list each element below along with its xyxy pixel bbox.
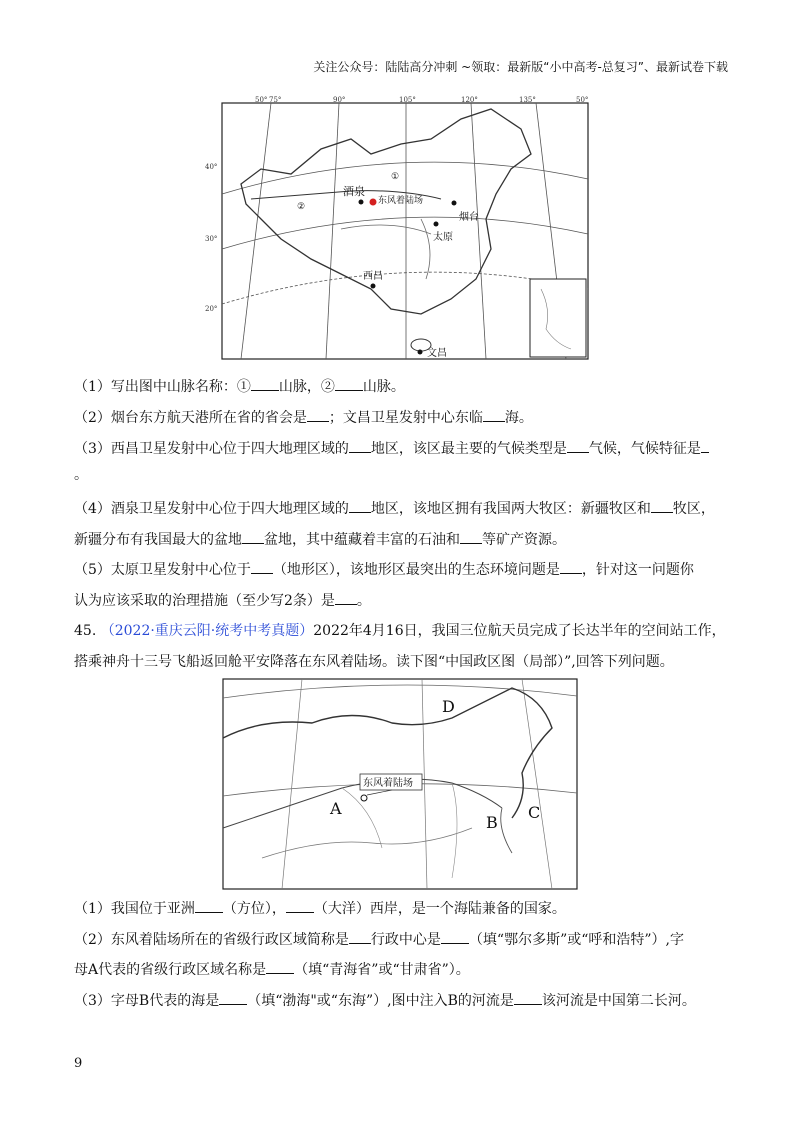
map-letter-a: A — [330, 799, 342, 818]
map-letter-b: B — [486, 813, 498, 832]
map-letter-c: C — [528, 803, 541, 822]
answer-blank[interactable] — [651, 498, 673, 513]
lat-label: 40° — [205, 163, 218, 171]
q44-line-5: 新疆分布有我国最大的盆地 盆地，其中蕴藏着丰富的石油和 等矿产资源。 — [74, 529, 734, 550]
q45-line-3: 母A代表的省级行政区域名称是 （填“青海省”或“甘肃省”）。 — [74, 959, 734, 980]
q44-line-7: 认为应该采取的治理措施（至少写2条）是 。 — [74, 590, 734, 611]
answer-blank[interactable] — [567, 438, 589, 453]
page-header: 关注公众号：陆陆高分冲刺 ~领取：最新版“小中高考-总复习”、最新试卷下载 — [313, 60, 728, 74]
answer-blank[interactable] — [266, 959, 294, 974]
lon-label: 50° — [576, 96, 589, 104]
place-xichang: 西昌 — [363, 271, 383, 282]
q45-line-4: （3）字母B代表的海是 （填“渤海"或“东海”）,图中注入B的河流是 该河流是中国第二长河。 — [74, 990, 734, 1011]
answer-blank[interactable] — [335, 376, 363, 391]
answer-blank[interactable] — [195, 898, 223, 913]
q44-line-1: （1）写出图中山脉名称：① 山脉，② 山脉。 — [74, 376, 734, 397]
answer-blank[interactable] — [483, 407, 505, 422]
lat-label: 20° — [205, 305, 218, 313]
answer-blank[interactable] — [335, 590, 357, 605]
mountain-marker-1: ① — [391, 172, 400, 182]
page-number: 9 — [74, 1056, 83, 1071]
lon-label: 90° — [333, 96, 346, 104]
place-jiuquan: 酒泉 — [343, 185, 365, 198]
answer-blank[interactable] — [349, 438, 371, 453]
answer-blank[interactable] — [701, 438, 709, 453]
q44-line-6: （5）太原卫星发射中心位于 （地形区），该地形区最突出的生态环境问题是 ，针对这一问题你 — [74, 559, 734, 580]
answer-blank[interactable] — [349, 929, 371, 944]
mountain-marker-2: ② — [297, 202, 306, 212]
answer-blank[interactable] — [460, 529, 482, 544]
q45-line-2: （2）东风着陆场所在的省级行政区域简称是 行政中心是 （填“鄂尔多斯”或“呼和浩特”）,字 — [74, 929, 734, 950]
place-wenchang: 文昌 — [427, 348, 447, 359]
answer-blank[interactable] — [307, 407, 329, 422]
site-label: 东风着陆场 — [363, 778, 413, 789]
lat-label: 30° — [205, 235, 218, 243]
answer-blank[interactable] — [514, 990, 542, 1005]
lon-label: 135° — [519, 96, 536, 104]
answer-blank[interactable] — [242, 529, 264, 544]
q44-line-2: （2）烟台东方航天港所在省的省会是 ；文昌卫星发射中心东临 海。 — [74, 407, 734, 428]
china-political-map-partial — [222, 678, 578, 890]
answer-blank[interactable] — [560, 559, 582, 574]
lon-label: 120° — [461, 96, 478, 104]
q44-line-4: （4）酒泉卫星发射中心位于四大地理区域的 地区，该地区拥有我国两大牧区：新疆牧区和 牧区， — [74, 498, 734, 519]
lon-label: 50° — [255, 96, 268, 104]
answer-blank[interactable] — [251, 376, 279, 391]
answer-blank[interactable] — [286, 898, 314, 913]
map-letter-d: D — [442, 697, 455, 716]
lon-label: 105° — [399, 96, 416, 104]
question-source: （2022·重庆云阳·统考中考真题） — [100, 623, 314, 639]
q45-intro-1: 45. （2022·重庆云阳·统考中考真题）2022年4月16日，我国三位航天员完成了长达半年的空间站工作， — [74, 623, 726, 639]
answer-blank[interactable] — [349, 498, 371, 513]
answer-blank[interactable] — [441, 929, 469, 944]
lon-label: 75° — [269, 96, 282, 104]
question-number: 45. — [74, 623, 97, 639]
q45-intro-2: 搭乘神舟十三号飞船返回舱平安降落在东风着陆场。读下图“中国政区图（局部）”,回答下列问题。 — [74, 654, 674, 670]
q44-line-3: （3）西昌卫星发射中心位于四大地理区域的 地区，该区最主要的气候类型是 气候，气候特征是 — [74, 438, 734, 459]
answer-blank[interactable] — [219, 990, 247, 1005]
place-dongfeng: 东风着陆场 — [378, 196, 424, 206]
china-map-launch-sites — [205, 96, 591, 361]
answer-blank[interactable] — [251, 559, 273, 574]
place-taiyuan: 太原 — [433, 232, 453, 243]
q45-line-1: （1）我国位于亚洲 （方位）， （大洋）西岸，是一个海陆兼备的国家。 — [74, 898, 734, 919]
q44-line-3b: 。 — [74, 467, 88, 483]
place-yantai: 烟台 — [459, 212, 479, 223]
